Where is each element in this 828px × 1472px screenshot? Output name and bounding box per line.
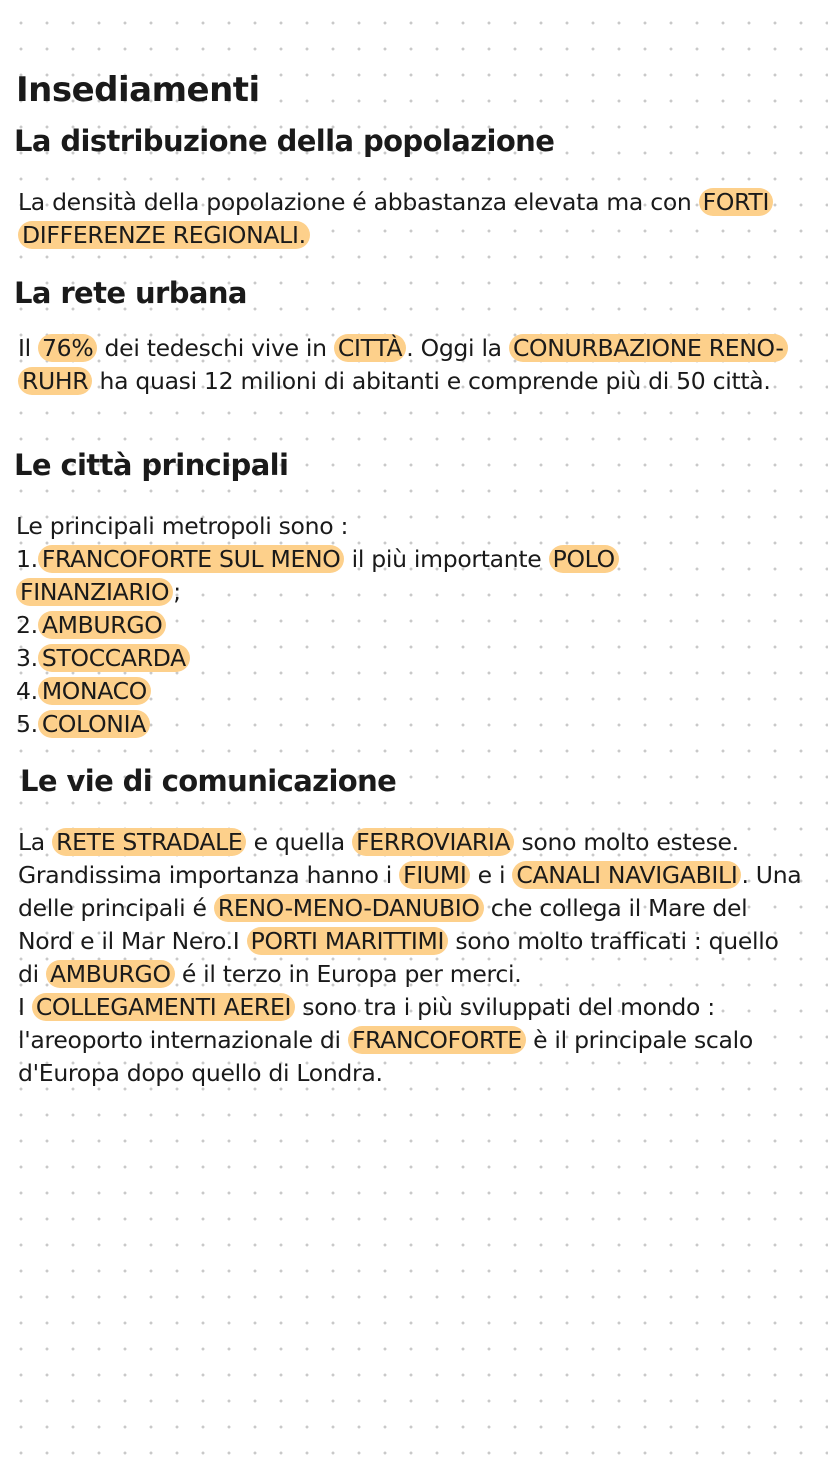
text: il più importante	[344, 545, 549, 573]
text: Il	[18, 334, 39, 362]
text: I	[18, 993, 32, 1021]
text: sono molto trafficati : quello di	[18, 927, 779, 988]
highlight-citta: CITTÀ	[334, 334, 406, 362]
highlight-ferroviaria: FERROVIARIA	[352, 828, 514, 856]
text: . Oggi la	[406, 334, 509, 362]
text: sono molto estese. Grandissima importanza hanno i	[18, 828, 739, 889]
highlight-porti-marittimi: PORTI MARITTIMI	[247, 927, 449, 955]
item-number: 5.	[16, 710, 38, 738]
list-item	[16, 642, 806, 675]
text: . Una delle principali é	[18, 861, 802, 922]
text: è il principale scalo d'Europa dopo quello di Londra.	[18, 1026, 753, 1087]
list-item	[16, 675, 806, 708]
cities-list	[16, 510, 806, 741]
text: dei tedeschi vive in	[97, 334, 334, 362]
highlight-fiumi: FIUMI	[399, 861, 470, 889]
text: ha quasi 12 milioni di abitanti e comprende più di 50 città.	[92, 367, 771, 395]
text: sono tra i più sviluppati del mondo : l'areoporto internazionale di	[18, 993, 715, 1054]
page-title: Insediamenti	[16, 70, 260, 110]
heading-rete-urbana: La rete urbana	[14, 276, 247, 310]
text: e quella	[246, 828, 353, 856]
heading-distribuzione: La distribuzione della popolazione	[14, 124, 555, 158]
highlight-colonia: COLONIA	[38, 710, 150, 738]
highlight-canali-navigabili: CANALI NAVIGABILI	[512, 861, 741, 889]
text: La	[18, 828, 53, 856]
highlight-monaco: MONACO	[38, 677, 151, 705]
text: ;	[173, 578, 181, 606]
highlight-polo-finanziario: POLO FINANZIARIO	[16, 545, 619, 606]
highlight-stoccarda: STOCCARDA	[38, 644, 190, 672]
list-intro: Le principali metropoli sono :	[16, 512, 349, 540]
text: e i	[470, 861, 513, 889]
item-number: 1.	[16, 545, 38, 573]
paragraph-rete-urbana	[18, 332, 788, 398]
item-number: 2.	[16, 611, 38, 639]
highlight-francoforte: FRANCOFORTE	[348, 1026, 526, 1054]
highlight-collegamenti-aerei: COLLEGAMENTI AEREI	[32, 993, 295, 1021]
highlight-forti-differenze: FORTI DIFFERENZE REGIONALI.	[18, 188, 773, 249]
paragraph-vie-comunicazione	[18, 826, 803, 1090]
highlight-76: 76%	[38, 334, 97, 362]
text: La densità della popolazione é abbastanza elevata ma con	[18, 188, 699, 216]
text: é il terzo in Europa per merci.	[174, 960, 522, 988]
item-number: 3.	[16, 644, 38, 672]
heading-vie-comunicazione: Le vie di comunicazione	[20, 764, 397, 798]
list-item	[16, 543, 716, 609]
item-number: 4.	[16, 677, 38, 705]
text: che collega il Mare del Nord e il Mar Nero.I	[18, 894, 748, 955]
highlight-rete-stradale: RETE STRADALE	[52, 828, 246, 856]
highlight-francoforte-sul-meno: FRANCOFORTE SUL MENO	[38, 545, 345, 573]
highlight-amburgo: AMBURGO	[38, 611, 167, 639]
highlight-amburgo-porto: AMBURGO	[46, 960, 175, 988]
highlight-reno-meno-danubio: RENO-MENO-DANUBIO	[214, 894, 484, 922]
heading-citta-principali: Le città principali	[14, 448, 289, 482]
highlight-conurbazione: CONURBAZIONE RENO-RUHR	[18, 334, 788, 395]
list-item	[16, 708, 806, 741]
list-item	[16, 609, 806, 642]
paragraph-distribuzione	[18, 186, 808, 252]
